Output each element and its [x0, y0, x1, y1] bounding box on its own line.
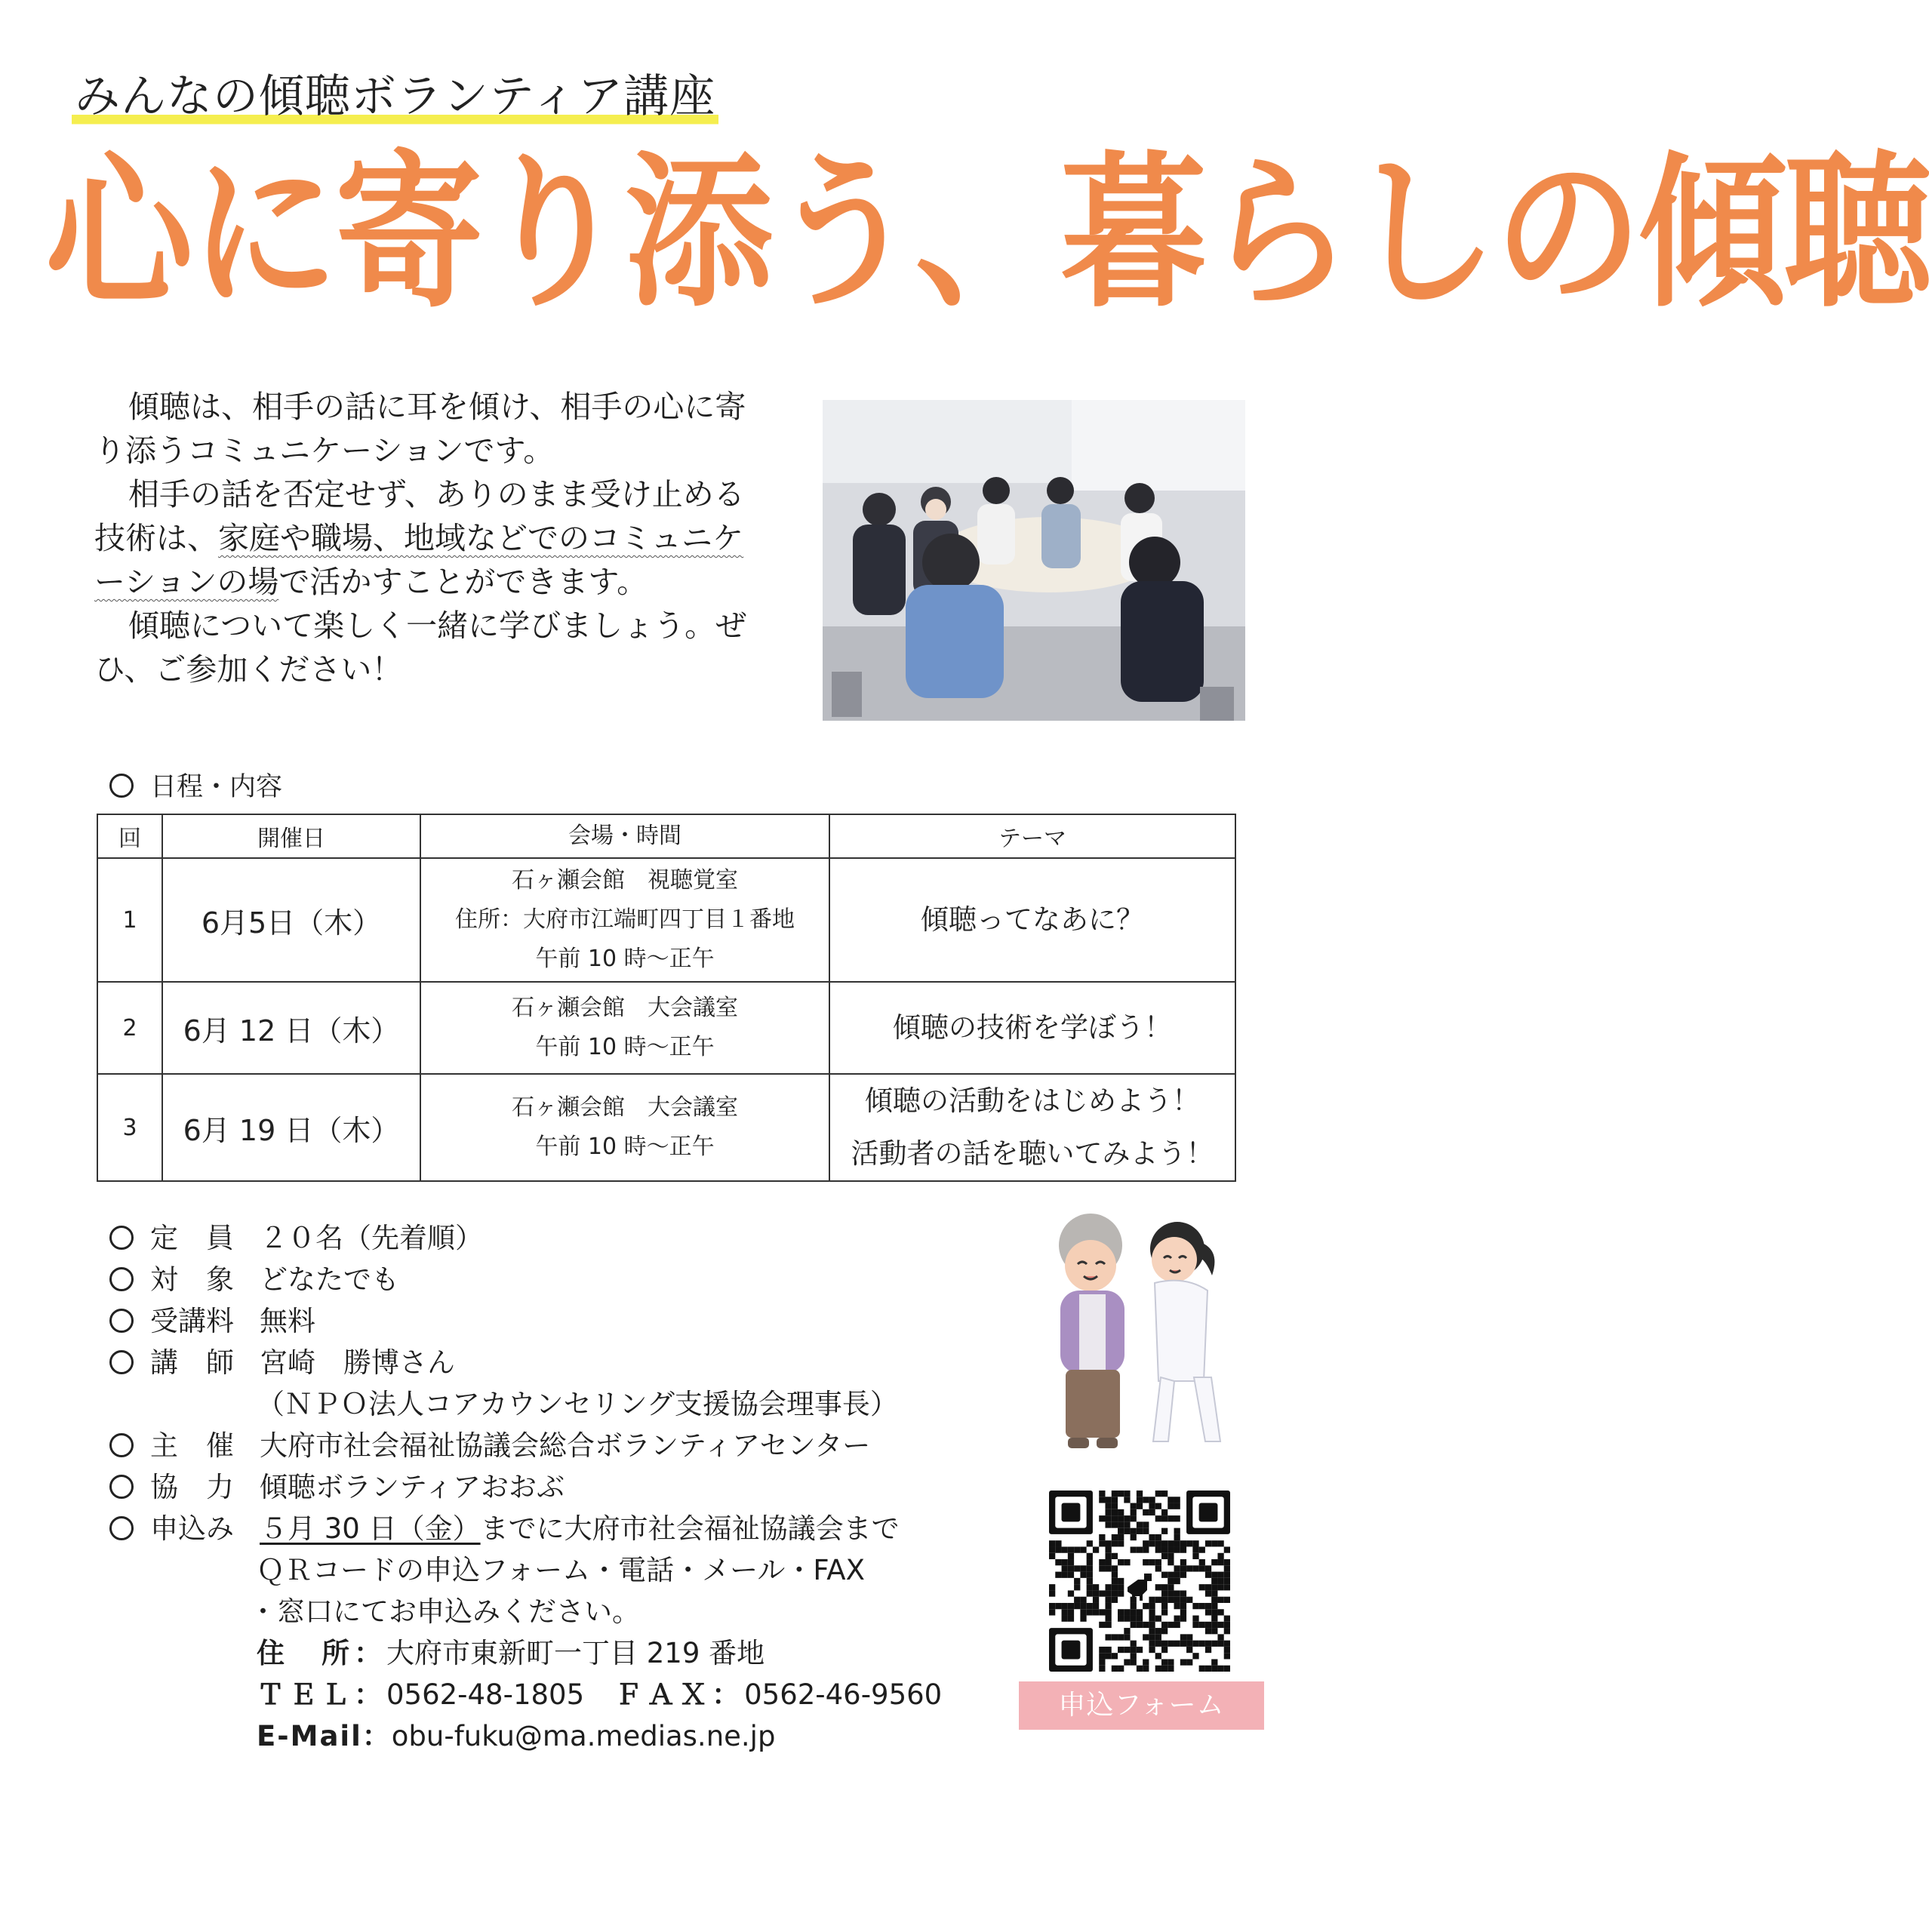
email-value: obu-fuku@ma.medias.ne.jp — [391, 1720, 776, 1752]
bullet-circle-icon — [109, 1516, 134, 1540]
venue-name: 石ヶ瀬会館 大会議室 — [512, 995, 738, 1021]
bullet-circle-icon — [109, 1475, 134, 1499]
intro-paragraph-2 — [94, 472, 751, 604]
table-row — [97, 982, 1235, 1074]
row-venue — [420, 858, 829, 982]
qr-code-image[interactable] — [1049, 1491, 1230, 1672]
row-number: 2 — [97, 982, 162, 1074]
capacity-label: 定 員 — [150, 1222, 234, 1254]
fee-value: 無料 — [260, 1305, 315, 1337]
venue-name: 石ヶ瀬会館 大会議室 — [512, 1094, 738, 1121]
info-email — [257, 1713, 775, 1754]
info-lecturer — [109, 1340, 455, 1380]
application-form-button[interactable]: 申込フォーム — [1019, 1681, 1264, 1730]
schedule-heading — [109, 766, 282, 804]
bullet-circle-icon — [109, 1226, 134, 1250]
venue-time: 午前 10 時～正午 — [535, 1034, 715, 1060]
info-address — [257, 1630, 765, 1671]
row-venue — [420, 982, 829, 1074]
info-cooperation — [109, 1464, 565, 1505]
info-capacity — [109, 1215, 483, 1256]
lecturer-label: 講 師 — [150, 1346, 234, 1379]
intro-p2-part-a: 相手の話を否定せず、ありのまま受け止める技術は、 — [94, 476, 745, 556]
fee-label: 受講料 — [150, 1305, 234, 1337]
row-date: 6月 19 日（木） — [162, 1074, 420, 1181]
row-date: 6月5日（木） — [162, 858, 420, 982]
row-theme — [829, 1074, 1235, 1181]
intro-text — [94, 385, 751, 691]
theme-line: 傾聴の活動をはじめよう！ — [865, 1084, 1200, 1117]
intro-p2-underlined: 家庭や職場、地域などでのコミュニケーションの場 — [94, 520, 744, 600]
schedule-heading-text: 日程・内容 — [150, 772, 283, 802]
table-row — [97, 1074, 1235, 1181]
address-label: 住 所： — [257, 1637, 386, 1669]
dinosaur-icon — [1128, 1574, 1152, 1601]
row-date: 6月 12 日（木） — [162, 982, 420, 1074]
row-theme — [829, 858, 1235, 982]
workshop-photo — [823, 400, 1245, 721]
cooperation-value: 傾聴ボランティアおおぶ — [260, 1471, 565, 1503]
cooperation-label: 協 力 — [150, 1471, 234, 1503]
venue-time: 午前 10 時～正午 — [535, 1134, 715, 1160]
theme-line: 傾聴の技術を学ぼう！ — [893, 1011, 1172, 1044]
fax-value: 0562-46-9560 — [744, 1678, 943, 1711]
theme-line: 傾聴ってなあに？ — [921, 903, 1144, 936]
address-value: 大府市東新町一丁目 219 番地 — [386, 1637, 765, 1669]
apply-text: までに大府市社会福祉協議会まで — [480, 1512, 900, 1545]
capacity-value: ２０名（先着順） — [260, 1222, 483, 1254]
schedule-header-row — [97, 814, 1235, 858]
intro-paragraph-1: 傾聴は、相手の話に耳を傾け、相手の心に寄り添うコミュニケーションです。 — [94, 389, 746, 469]
apply-deadline: ５月 30 日（金） — [260, 1512, 481, 1545]
bullet-circle-icon — [109, 774, 134, 798]
intro-paragraph-3: 傾聴について楽しく一緒に学びましょう。ぜひ、ご参加ください！ — [94, 608, 747, 688]
apply-methods: ＱＲコードの申込フォーム・電話・メール・FAX — [257, 1554, 865, 1586]
info-phone-fax — [257, 1672, 942, 1712]
row-theme — [829, 982, 1235, 1074]
elderly-and-caregiver-illustration — [1026, 1211, 1253, 1460]
header-venue: 会場・時間 — [420, 814, 829, 858]
venue-address: 住所：大府市江端町四丁目１番地 — [455, 906, 795, 933]
venue-name: 石ヶ瀬会館 視聴覚室 — [512, 867, 738, 894]
qr-code[interactable] — [1049, 1491, 1230, 1672]
bullet-circle-icon — [109, 1433, 134, 1457]
course-subtitle: みんなの傾聴ボランティア講座 — [72, 60, 718, 130]
info-apply — [109, 1506, 900, 1546]
lecturer-title: （ＮＰＯ法人コアカウンセリング支援協会理事長） — [257, 1388, 898, 1420]
fax-label: ＦＡＸ： — [614, 1678, 745, 1711]
tel-value: 0562-48-1805 — [386, 1678, 585, 1711]
main-title: 心に寄り添う、暮らしの傾聴 — [45, 137, 1929, 331]
row-number: 1 — [97, 858, 162, 982]
host-value: 大府市社会福祉協議会総合ボランティアセンター — [260, 1429, 871, 1462]
info-target — [109, 1257, 399, 1297]
host-label: 主 催 — [150, 1429, 234, 1462]
info-host — [109, 1423, 870, 1463]
lecturer-value: 宮崎 勝博さん — [260, 1346, 455, 1379]
header-date: 開催日 — [162, 814, 420, 858]
table-row — [97, 858, 1235, 982]
workshop-photo-image — [823, 400, 1245, 721]
apply-window: ・窓口にてお申込みください。 — [249, 1595, 640, 1628]
target-label: 対 象 — [150, 1263, 234, 1296]
bullet-circle-icon — [109, 1267, 134, 1291]
header-theme: テーマ — [829, 814, 1235, 858]
venue-time: 午前 10 時～正午 — [535, 946, 715, 972]
illustration-image — [1026, 1211, 1253, 1460]
apply-label: 申込み — [150, 1512, 234, 1545]
header-number: 回 — [97, 814, 162, 858]
intro-p2-part-c: で活かすことができます。 — [278, 564, 648, 600]
bullet-circle-icon — [109, 1309, 134, 1333]
info-fee — [109, 1298, 315, 1339]
bullet-circle-icon — [109, 1350, 134, 1374]
row-number: 3 — [97, 1074, 162, 1181]
target-value: どなたでも — [260, 1263, 399, 1296]
theme-line: 活動者の話を聴いてみよう！ — [851, 1137, 1214, 1170]
tel-label: ＴＥＬ： — [257, 1678, 386, 1711]
email-label: E-Mail： — [257, 1720, 392, 1752]
schedule-table — [97, 814, 1236, 1182]
row-venue — [420, 1074, 829, 1181]
